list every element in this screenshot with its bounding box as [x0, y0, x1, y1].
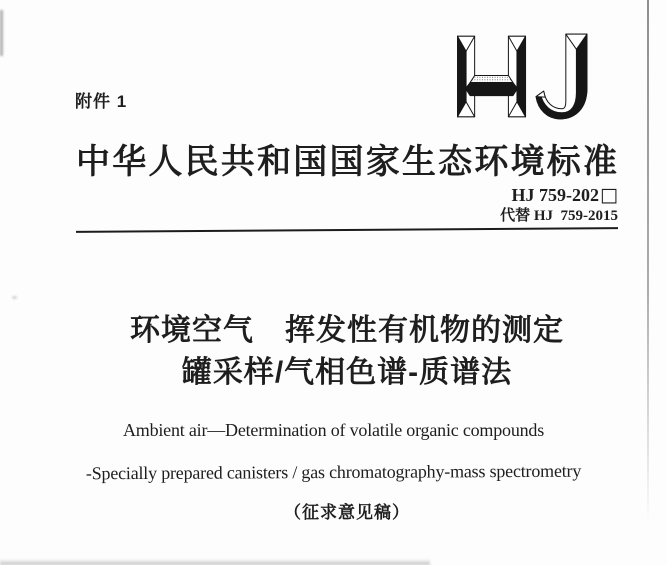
scan-speck: [12, 296, 17, 299]
draft-note: （征求意见稿）: [284, 503, 410, 522]
scan-edge-bottom: [0, 559, 430, 565]
scan-edge-left: [0, 10, 3, 56]
doc-number: [76, 185, 618, 206]
scan-edge-right: [647, 0, 649, 525]
logo-letter-h: [458, 36, 526, 117]
title-en-line2: -Specially prepared canisters / gas chromatography-mass spectrometry: [85, 460, 582, 484]
hj-logo: [456, 33, 588, 120]
standard-heading: 中华人民共和国国家生态环境标准: [76, 144, 618, 181]
logo-letter-j: [536, 34, 587, 119]
hj-logo-graphic: [456, 33, 588, 120]
doc-number-year-placeholder: □: [600, 184, 618, 206]
header-rule: [76, 227, 618, 233]
doc-number-text: HJ 759-202: [511, 185, 600, 205]
title-zh-line2: 罐采样/气相色谱-质谱法: [181, 356, 513, 389]
replaces-note: 代替 HJ 759-2015: [500, 208, 618, 224]
title-zh-line1: 环境空气 挥发性有机物的测定: [130, 314, 564, 347]
title-en-line1: Ambient air—Determination of volatile organic compounds: [122, 420, 545, 440]
attachment-label: 附件 1: [75, 92, 128, 111]
